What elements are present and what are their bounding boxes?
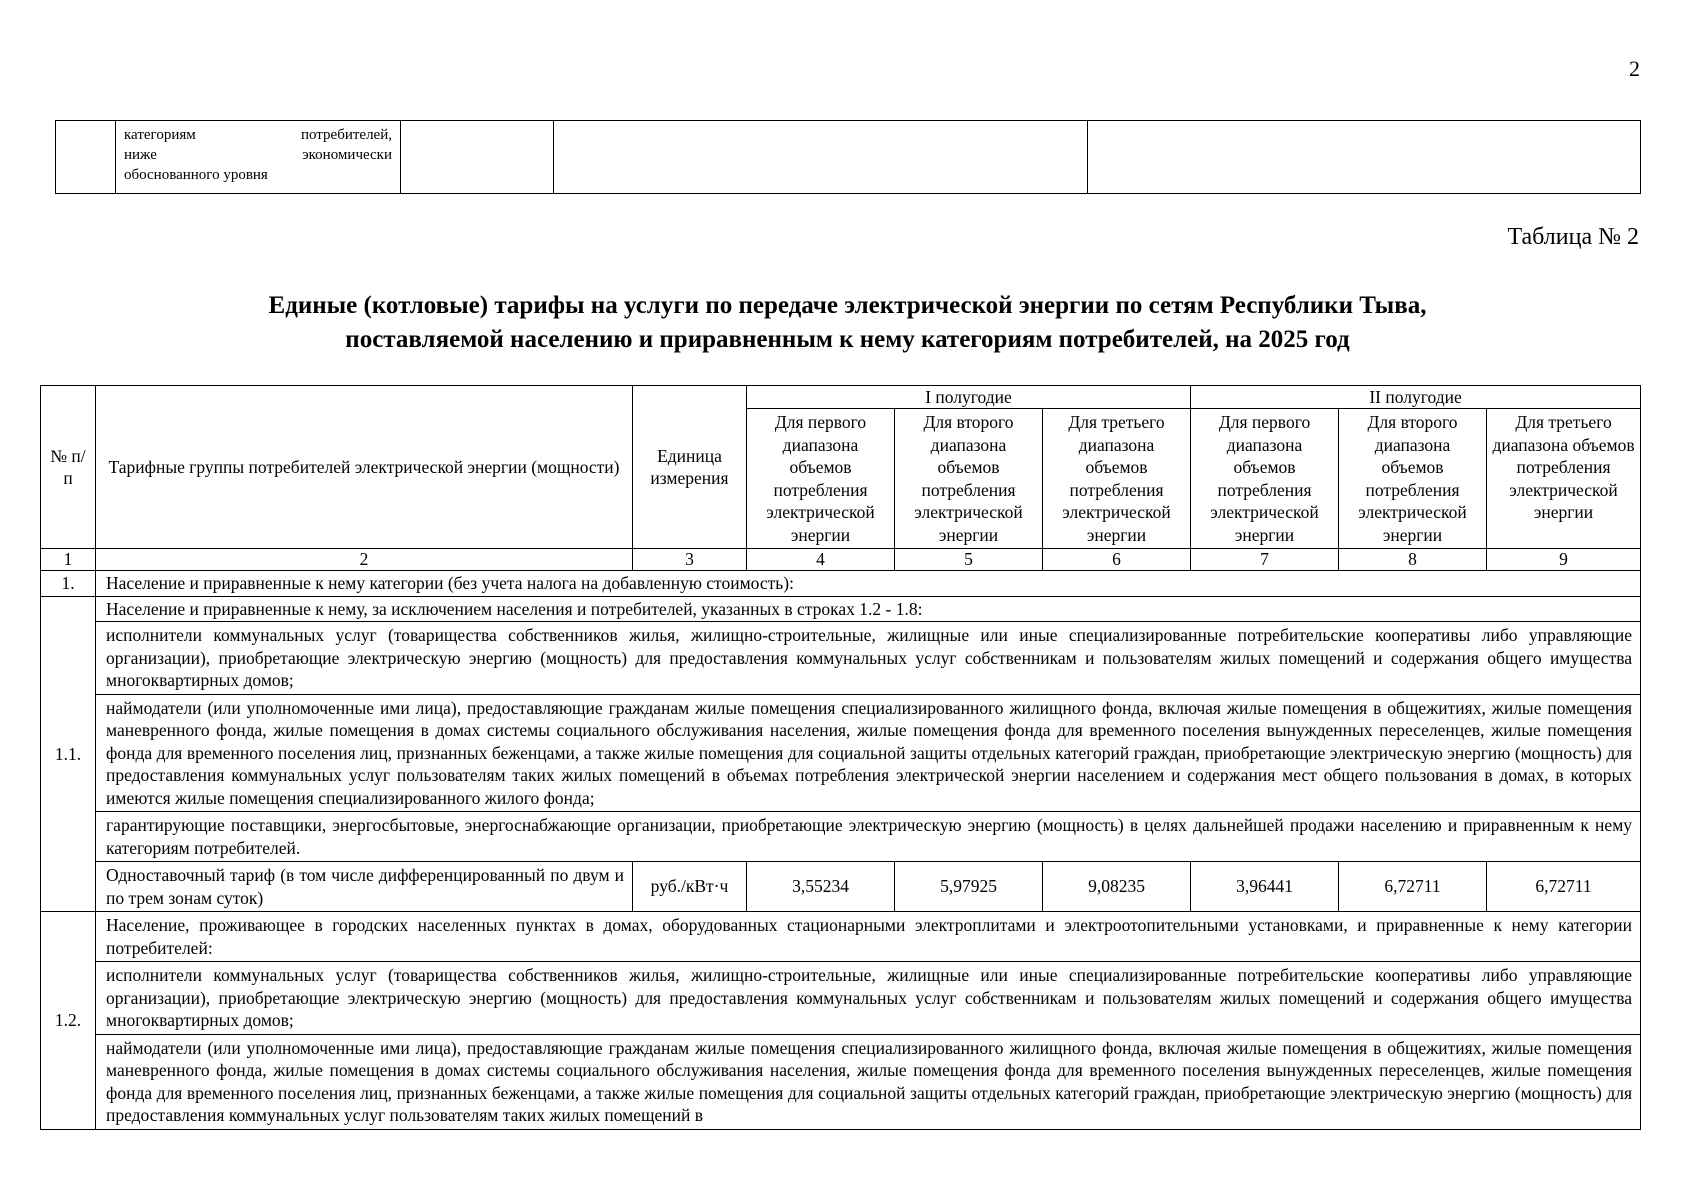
tariff-table xyxy=(40,385,1641,1130)
header-range-3: Для третьего диапазона объемов потребления электрической энергии xyxy=(1487,409,1641,549)
consumer-description: гарантирующие поставщики, энергосбытовые, энергоснабжающие организации, приобретающие электрическую энергию (мощность) в целях дальнейшей продажи населению и приравненным к нему категориям потребителей. xyxy=(96,812,1641,862)
category-heading: Население и приравненные к нему категории (без учета налога на добавленную стоимость): xyxy=(96,571,1641,597)
table-row xyxy=(41,962,1641,1035)
table-row xyxy=(41,1034,1641,1129)
tariff-value: 5,97925 xyxy=(895,862,1043,912)
header-range-3: Для третьего диапазона объемов потребления электрической энергии xyxy=(1043,409,1191,549)
table-row xyxy=(41,912,1641,962)
column-number: 6 xyxy=(1043,549,1191,571)
row-number: 1.2. xyxy=(41,912,96,1130)
header-unit: Единица измерения xyxy=(633,386,747,549)
tariff-label: Одноставочный тариф (в том числе дифференцированный по двум и по трем зонам суток) xyxy=(96,862,633,912)
header-range-1: Для первого диапазона объемов потребления электрической энергии xyxy=(747,409,895,549)
table-row xyxy=(41,596,1641,622)
column-number-row xyxy=(41,549,1641,571)
header-first-half: I полугодие xyxy=(747,386,1191,409)
tariff-value: 6,72711 xyxy=(1339,862,1487,912)
tariff-row xyxy=(41,862,1641,912)
header-range-1: Для первого диапазона объемов потребления электрической энергии xyxy=(1191,409,1339,549)
continuation-text-cell xyxy=(116,121,401,194)
column-number: 1 xyxy=(41,549,96,571)
title-line: поставляемой населению и приравненным к нему категориям потребителей, на 2025 год xyxy=(345,326,1350,353)
continuation-line: обоснованного уровня xyxy=(124,167,268,183)
table-row xyxy=(41,694,1641,812)
table-row xyxy=(41,622,1641,695)
consumer-description: исполнители коммунальных услуг (товарищества собственников жилья, жилищно-строительные, жилищные или иные специализированные потребительские кооперативы либо управляющие организации), приобретающие электрическую энергию (мощность) для предоставления коммунальных услуг собственникам и пользователям жилых помещений и содержания общего имущества многоквартирных домов; xyxy=(96,622,1641,695)
column-number: 3 xyxy=(633,549,747,571)
continuation-empty-cell xyxy=(401,121,554,194)
column-number: 7 xyxy=(1191,549,1339,571)
title-line: Единые (котловые) тарифы на услуги по передаче электрической энергии по сетям Республики Тыва, xyxy=(268,292,1427,319)
continuation-table xyxy=(55,120,1641,194)
category-heading: Население, проживающее в городских населенных пунктах в домах, оборудованных стационарными электроплитами и электроотопительными установками, и приравненные к нему категории потребителей: xyxy=(96,912,1641,962)
tariff-value: 9,08235 xyxy=(1043,862,1191,912)
consumer-description: исполнители коммунальных услуг (товарищества собственников жилья, жилищно-строительные, жилищные или иные специализированные потребительские кооперативы либо управляющие организации), приобретающие электрическую энергию (мощность) для предоставления коммунальных услуг собственникам и пользователям жилых помещений и содержания общего имущества многоквартирных домов; xyxy=(96,962,1641,1035)
tariff-value: 3,55234 xyxy=(747,862,895,912)
header-tariff-groups: Тарифные группы потребителей электрической энергии (мощности) xyxy=(96,386,633,549)
tariff-value: 6,72711 xyxy=(1487,862,1641,912)
header-row-halves xyxy=(41,386,1641,409)
consumer-description: наймодатели (или уполномоченные ими лица), предоставляющие гражданам жилые помещения специализированного жилищного фонда, включая жилые помещения в общежитиях, жилые помещения маневренного фонда, жилые помещения в домах системы социального обслуживания населения, жилые помещения фонда для временного поселения вынужденных переселенцев, жилые помещения фонда для временного поселения лиц, признанных беженцами, а также жилые помещения для социальной защиты отдельных категорий граждан, приобретающие электрическую энергию (мощность) для предоставления коммунальных услуг пользователям таких жилых помещений в xyxy=(96,1034,1641,1129)
column-number: 5 xyxy=(895,549,1043,571)
continuation-empty-cell xyxy=(1088,121,1641,194)
continuation-empty-cell xyxy=(554,121,1088,194)
column-number: 4 xyxy=(747,549,895,571)
header-range-2: Для второго диапазона объемов потребления электрической энергии xyxy=(1339,409,1487,549)
table-label: Таблица № 2 xyxy=(1507,224,1639,250)
header-second-half: II полугодие xyxy=(1191,386,1641,409)
table-row xyxy=(41,571,1641,597)
continuation-line: ниже экономически xyxy=(124,147,392,163)
row-number: 1. xyxy=(41,571,96,597)
consumer-description: наймодатели (или уполномоченные ими лица), предоставляющие гражданам жилые помещения специализированного жилищного фонда, включая жилые помещения в общежитиях, жилые помещения маневренного фонда, жилые помещения в домах системы социального обслуживания населения, жилые помещения фонда для временного поселения вынужденных переселенцев, жилые помещения фонда для временного поселения лиц, признанных беженцами, а также жилые помещения для социальной защиты отдельных категорий граждан, приобретающие электрическую энергию (мощность) для предоставления коммунальных услуг пользователям таких жилых помещений в объемах потребления электрической энергии населением и содержания мест общего пользования в домах, в которых имеются жилые помещения специализированного жилого фонда; xyxy=(96,694,1641,812)
header-range-2: Для второго диапазона объемов потребления электрической энергии xyxy=(895,409,1043,549)
continuation-num-cell xyxy=(56,121,116,194)
column-number: 8 xyxy=(1339,549,1487,571)
tariff-unit: руб./кВт·ч xyxy=(633,862,747,912)
header-num: № п/п xyxy=(41,386,96,549)
table-row xyxy=(41,812,1641,862)
continuation-line: категориям потребителей, xyxy=(124,127,392,143)
document-title xyxy=(40,289,1655,357)
column-number: 9 xyxy=(1487,549,1641,571)
tariff-value: 3,96441 xyxy=(1191,862,1339,912)
category-heading: Население и приравненные к нему, за исключением населения и потребителей, указанных в строках 1.2 - 1.8: xyxy=(96,596,1641,622)
column-number: 2 xyxy=(96,549,633,571)
row-number: 1.1. xyxy=(41,596,96,912)
page-number: 2 xyxy=(1629,56,1640,81)
